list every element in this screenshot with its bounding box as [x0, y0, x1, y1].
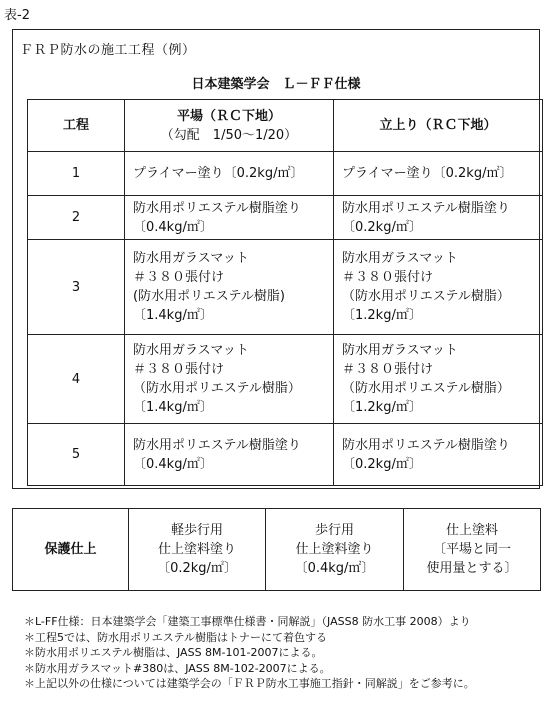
cell-line: プライマー塗り〔0.2kg/㎡〕 [133, 166, 304, 181]
cell-line: 仕上塗料塗り [295, 542, 374, 557]
cell-line: 防水用ポリエステル樹脂塗り [133, 200, 301, 216]
flat-cell [125, 335, 334, 424]
cell-line: 〔1.4kg/㎡〕 [133, 308, 213, 323]
cell-line: ＃３８０張付け [342, 362, 434, 377]
walking-cell [266, 509, 404, 591]
flat-cell [125, 196, 334, 240]
cell-line: 〔1.2kg/㎡〕 [342, 308, 422, 323]
cell-line: 〔0.2kg/㎡〕 [342, 219, 422, 235]
light-traffic-cell [129, 509, 266, 591]
cell-line: 〔1.2kg/㎡〕 [342, 400, 422, 415]
cell-line: 防水用ガラスマット [133, 251, 249, 266]
cell-line: 防水用ガラスマット [342, 343, 458, 358]
cell-line: 〔0.2kg/㎡〕 [342, 456, 422, 472]
frame-title: ＦＲＰ防水の施工工程（例） [20, 43, 196, 58]
header-step: 工程 [28, 100, 125, 152]
notes [24, 614, 475, 692]
rise-cell [334, 335, 543, 424]
cell-line: （防水用ポリエステル樹脂） [342, 381, 510, 396]
flat-cell [125, 424, 334, 486]
table-row [28, 196, 543, 240]
cell-line: 〔0.2kg/㎡〕 [157, 561, 237, 576]
cell-line: 防水用ポリエステル樹脂塗り [133, 437, 301, 453]
cell-line: 〔0.4kg/㎡〕 [294, 561, 375, 576]
header-rise: 立上り（ＲＣ下地） [334, 100, 543, 152]
cell-line: 〔1.4kg/㎡〕 [133, 400, 213, 415]
cell-line: （防水用ポリエステル樹脂） [342, 289, 510, 304]
cell-line: (防水用ポリエステル樹脂) [133, 289, 285, 304]
rise-cell [334, 240, 543, 335]
note-item: ＊工程5では、防水用ポリエステル樹脂はトナーにて着色する [24, 630, 328, 644]
cell-line: 使用量とする〕 [426, 561, 518, 576]
flat-cell [125, 152, 334, 196]
note-item: ＊防水用ガラスマット#380は、JASS 8M-102-2007による。 [24, 661, 331, 675]
flat-cell [125, 240, 334, 335]
cell-line: 〔平場と同一 [432, 542, 511, 557]
step-number: 2 [28, 196, 125, 240]
cell-line: ＃３８０張付け [342, 270, 434, 285]
rise-cell [334, 196, 543, 240]
cell-line: 防水用ガラスマット [342, 251, 458, 266]
step-number: 5 [28, 424, 125, 486]
cell-line: 仕上塗料塗り [157, 542, 236, 557]
cell-line: 防水用ポリエステル樹脂塗り [342, 200, 510, 216]
cell-line: 歩行用 [314, 523, 354, 538]
rise-cell [334, 152, 543, 196]
table-caption: 表-2 [4, 8, 30, 23]
cell-line: （防水用ポリエステル樹脂） [133, 381, 301, 396]
protection-row [13, 509, 541, 591]
protection-table [12, 508, 541, 591]
cell-line: 〔0.4kg/㎡〕 [133, 219, 213, 235]
step-number: 4 [28, 335, 125, 424]
note-item: ＊防水用ポリエステル樹脂は、JASS 8M-101-2007による。 [24, 646, 323, 659]
header-flat-title: 平場（ＲＣ下地） [176, 108, 281, 124]
procedure-table [27, 99, 543, 486]
note-item: ＊上記以外の仕様については建築学会の「ＦＲＰ防水工事施工指針・同解説」をご参考に。 [24, 677, 475, 690]
header-flat-slope: （勾配 1/50～1/20） [160, 127, 298, 143]
header-row [28, 100, 543, 152]
cell-line: ＃３８０張付け [133, 270, 225, 285]
table-row [28, 240, 543, 335]
protection-label: 保護仕上 [13, 509, 129, 591]
step-number: 1 [28, 152, 125, 196]
rise-cell [334, 424, 543, 486]
note-item: ＊L-FF仕様：日本建築学会「建築工事標準仕様書・同解説」（JASS8 防水工事 2008）より [24, 615, 471, 628]
cell-line: プライマー塗り〔0.2kg/㎡〕 [342, 166, 513, 181]
cell-line: 〔0.4kg/㎡〕 [133, 456, 213, 472]
cell-line: 防水用ガラスマット [133, 343, 249, 358]
cell-line: 仕上塗料 [445, 523, 498, 538]
spec-title: 日本建築学会 Ｌ－ＦＦ仕様 [191, 77, 361, 92]
cell-line: 軽歩行用 [170, 523, 223, 538]
step-number: 3 [28, 240, 125, 335]
cell-line: 防水用ポリエステル樹脂塗り [342, 437, 510, 453]
table-row [28, 152, 543, 196]
header-flat [125, 100, 334, 152]
cell-line: ＃３８０張付け [133, 362, 225, 377]
finish-paint-cell [404, 509, 541, 591]
table-row [28, 424, 543, 486]
table-row [28, 335, 543, 424]
